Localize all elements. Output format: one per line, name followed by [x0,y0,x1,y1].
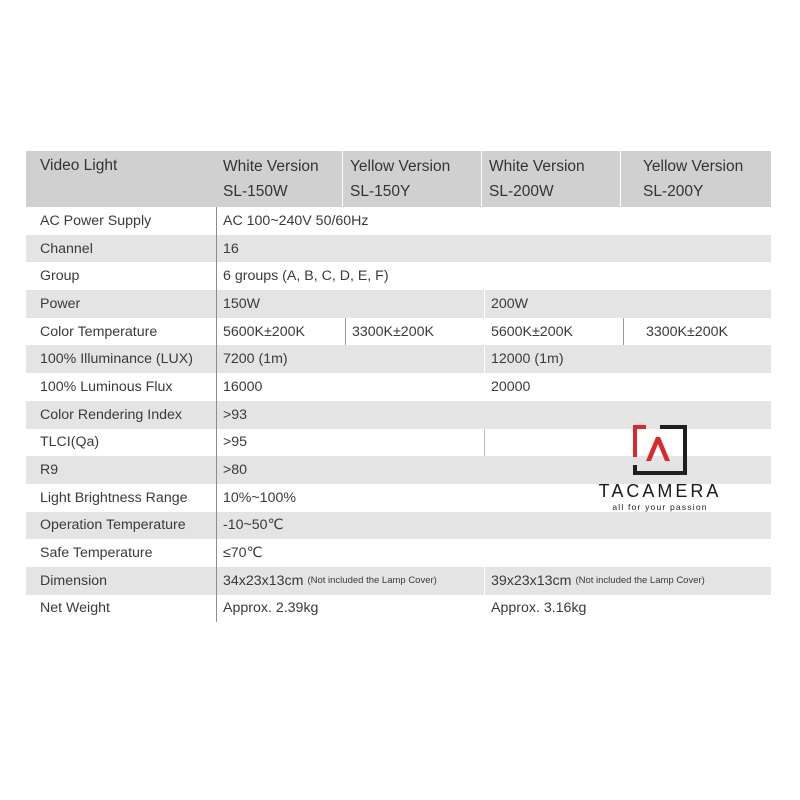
spec-row-group [26,262,771,290]
spec-row-net-weight [26,595,771,623]
row-value: Approx. 3.16kg [484,595,772,623]
spec-row-power [26,290,771,318]
row-label: Color Rendering Index [40,406,182,423]
row-value: -10~50℃ [223,517,284,534]
row-label: Operation Temperature [40,517,186,534]
row-value: AC 100~240V 50/60Hz [223,212,369,229]
row-value: 200W [484,290,772,318]
dimension-value: 34x23x13cm [223,572,304,589]
row-value: 12000 (1m) [484,345,772,373]
row-value: 5600K±200K [223,323,305,340]
brand-name: TACAMERA [598,481,722,501]
row-value: 5600K±200K [484,318,623,346]
spec-row-operation-temperature [26,512,771,540]
row-value: 10%~100% [223,489,296,506]
spec-table [26,151,771,622]
spec-row-safe-temperature [26,539,771,567]
row-label: 100% Luminous Flux [40,378,173,395]
row-value: >80 [223,462,248,479]
dimension-note: (Not included the Lamp Cover) [307,575,437,587]
brand-tagline: all for your passion [612,502,708,512]
row-value: 20000 [484,373,772,401]
row-value: 6 groups (A, B, C, D, E, F) [223,268,389,285]
row-label: TLCI(Qa) [40,434,100,451]
spec-row-illuminance [26,345,771,373]
row-value: ≤70℃ [223,545,263,562]
row-value: 16000 [223,378,263,395]
row-label: Color Temperature [40,323,158,340]
header-sl-200y [620,151,771,207]
row-label: Light Brightness Range [40,489,188,506]
dimension-note: (Not included the Lamp Cover) [575,575,705,587]
row-label: Power [40,295,81,312]
row-value: 16 [223,240,239,257]
row-value: >95 [223,434,248,451]
row-label: 100% Illuminance (LUX) [40,351,193,368]
row-label: Safe Temperature [40,545,153,562]
row-value: >93 [223,406,248,423]
header-version: White Version [489,158,585,175]
header-version: Yellow Version [643,158,744,175]
header-sl-200w [481,151,620,207]
header-sl-150w [216,151,342,207]
header-video-light: Video Light [40,157,118,174]
header-model: SL-150W [223,183,288,200]
row-label: R9 [40,462,59,479]
row-value: 7200 (1m) [223,351,288,368]
header-model: SL-150Y [350,183,411,200]
row-value [484,567,772,595]
row-value: 3300K±200K [623,318,772,346]
header-sl-150y [342,151,481,207]
row-value: 3300K±200K [345,318,484,346]
header-model: SL-200Y [643,183,704,200]
row-label: AC Power Supply [40,212,152,229]
ta-camera-logo-icon [630,425,690,479]
row-label: Net Weight [40,600,110,617]
row-value: Approx. 2.39kg [223,600,319,617]
row-label: Group [40,268,80,285]
header-model: SL-200W [489,183,554,200]
spec-row-dimension [26,567,771,595]
row-label: Dimension [40,572,108,589]
spec-row-channel [26,235,771,263]
spec-row-color-temperature [26,318,771,346]
row-label: Channel [40,240,93,257]
dimension-value: 39x23x13cm [491,572,572,589]
table-header [26,151,771,207]
header-version: White Version [223,158,319,175]
row-value: 150W [223,295,261,312]
spec-row-luminous-flux [26,373,771,401]
ta-camera-logo [595,425,725,515]
row-value [217,567,484,595]
header-version: Yellow Version [350,158,451,175]
spec-row-ac-power-supply [26,207,771,235]
